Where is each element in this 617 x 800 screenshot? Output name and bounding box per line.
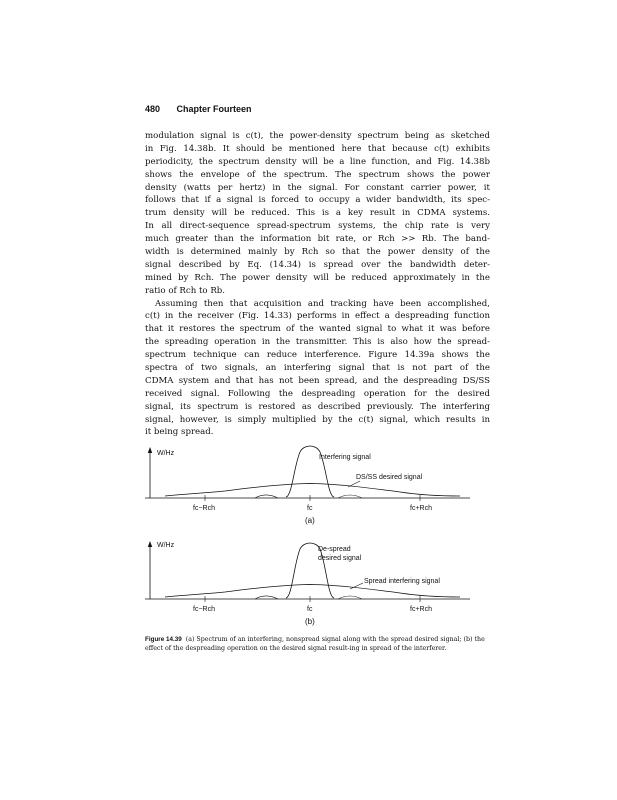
leader-line [348,481,360,487]
panel-b [145,541,470,626]
caption-label: Figure 14.39 [145,636,182,643]
text-line: density (watts per hertz) in the signal. For constant carrier power, it [145,182,490,193]
tick-label-center: fc [307,606,313,613]
text-line: c(t) in the receiver (Fig. 14.33) performs in effect a despreading function [145,311,490,322]
text-line: ratio of Rch to Rb. [145,285,226,296]
text-line: CDMA system and that has not been spread, and the despreading DS/SS [145,375,490,386]
peak-label-line-2: desired signal [318,555,362,562]
page-number: 480 [145,104,161,114]
spread-signal-curve [165,484,460,497]
tick-label-right: fc+Rch [410,606,432,613]
text-line: mined by Rch. The power density will be reduced approximately in the [145,272,490,283]
text-line: follows that if a signal is forced to occupy a wider bandwidth, its spec- [145,195,490,206]
peak-label-line-1: De-spread [318,546,351,553]
figure-caption [145,636,490,654]
text-line: in Fig. 14.38b. It should be mentioned here that because c(t) exhibits [145,143,490,154]
y-axis-label: W/Hz [157,450,175,457]
y-axis-arrow-icon [148,541,152,547]
tick-label-center: fc [307,505,313,512]
text-line: shows the envelope of the spectrum. The spectrum shows the power [145,169,490,180]
y-axis-arrow-icon [148,447,152,453]
chapter-title: Chapter Fourteen [176,104,252,114]
flat-label: Spread interfering signal [364,578,440,585]
text-line: periodicity, the spectrum density will be a line function, and Fig. 14.38b [145,156,490,167]
text-line: modulation signal is c(t), the power-density spectrum being as sketched [145,131,490,141]
text-line: width is determined mainly by Rch so that the power density of the [145,247,490,258]
text-line: In all direct-sequence spread-spectrum systems, the chip rate is very [145,221,490,232]
peak-label: Interfering signal [319,454,371,461]
text-line: signal, its spectrum is restored as described previously. The interfering [145,401,490,412]
caption-text: (a) Spectrum of an interfering, nonspread signal along with the spread desired signal; (b) the effect of the despreading operation on the desired signal result-ing in spread of the interferer. [145,636,485,652]
sidelobe-curve [255,495,362,498]
text-line: signal, however, is simply multiplied by the c(t) signal, which results in [145,414,490,425]
text-line: spectrum technique can reduce interference. Figure 14.39a shows the [145,350,490,361]
flat-label: DS/SS desired signal [356,474,423,481]
text-line: much greater than the information bit rate, or Rch >> Rb. The band- [145,234,490,245]
text-line: received signal. Following the despreading operation for the desired [145,388,490,399]
spread-signal-curve [165,585,460,598]
text-line: the spreading operation in the transmitter. This is also how the spread- [145,337,490,348]
panel-label-b: (b) [305,617,315,626]
text-line: it being spread. [145,427,214,438]
tick-label-left: fc−Rch [193,505,215,512]
tick-label-left: fc−Rch [193,606,215,613]
panel-label-a: (a) [305,516,315,525]
text-line: spectra of two signals, an interfering signal that is not part of the [145,363,490,374]
text-line: trum density will be reduced. This is a key result in CDMA systems. [145,208,490,219]
tick-label-right: fc+Rch [410,505,432,512]
text-line: that it restores the spectrum of the wanted signal to what it was before [145,324,490,335]
text-line: Assuming then that acquisition and tracking have been accomplished, [155,298,490,309]
text-line: signal described by Eq. (14.34) is spread over the bandwidth deter- [145,259,490,270]
panel-a [145,446,470,525]
sidelobe-curve [255,596,362,599]
y-axis-label: W/Hz [157,542,175,549]
